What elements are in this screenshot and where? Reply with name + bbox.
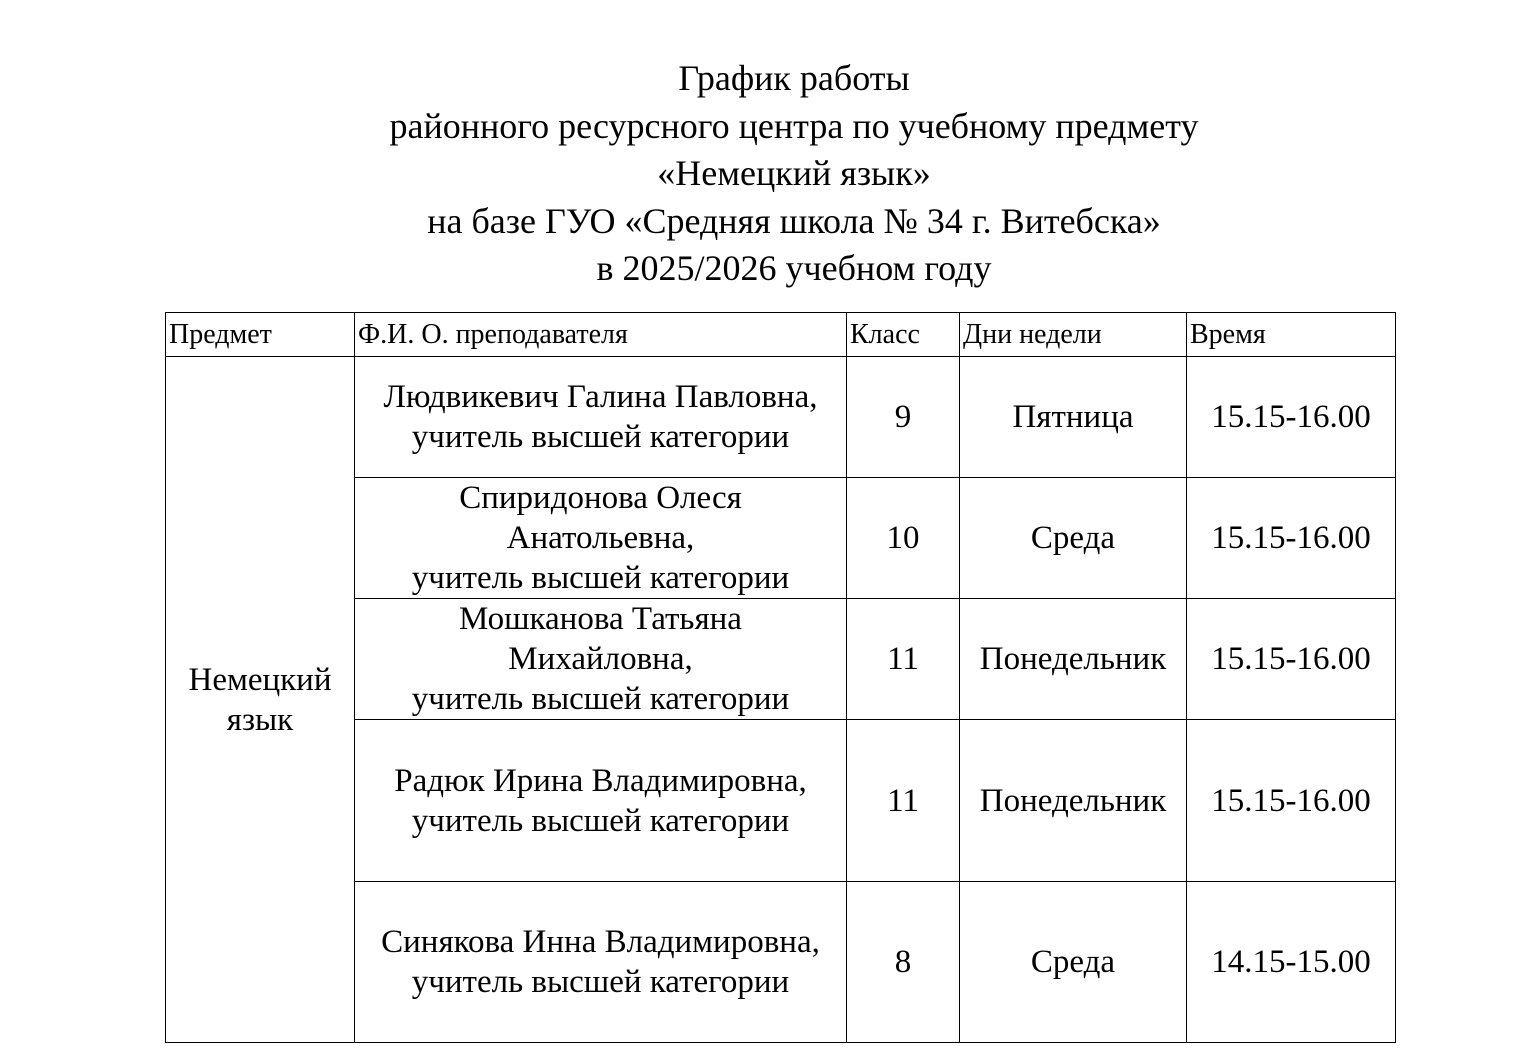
time-cell: 15.15-16.00 [1187,599,1396,720]
day-cell: Среда [960,478,1187,599]
header-time: Время [1187,313,1396,357]
teacher-name-line: учитель высшей категории [411,964,790,1000]
day-cell: Понедельник [960,720,1187,882]
day-cell: Понедельник [960,599,1187,720]
title-line-4: на базе ГУО «Средняя школа № 34 г. Витебска» [427,200,1161,241]
title-line-1: График работы [678,58,910,98]
teacher-cell [355,599,847,720]
teacher-name-line: Анатольевна, [506,520,695,556]
teacher-name-line: Людвикевич Галина Павловна, [383,379,818,415]
subject-cell [166,357,355,1043]
teacher-name-line: Спиридонова Олеся [459,480,742,516]
header-class: Класс [847,313,960,357]
teacher-cell [355,357,847,478]
title-line-5: в 2025/2026 учебном году [596,248,992,288]
header-days: Дни недели [960,313,1187,357]
time-cell: 15.15-16.00 [1187,478,1396,599]
subject-line: язык [226,701,294,738]
teacher-name-line: учитель высшей категории [411,802,790,839]
title-line-2: районного ресурсного центра по учебному предмету [389,105,1199,146]
time-cell: 15.15-16.00 [1187,357,1396,478]
teacher-name-line: учитель высшей категории [411,560,790,596]
table-header-row [166,313,1396,357]
schedule-table [165,312,1396,1043]
header-subject: Предмет [166,313,355,357]
class-cell: 11 [847,599,960,720]
teacher-cell [355,882,847,1043]
subject-line: Немецкий [188,661,332,698]
teacher-name-line: Михайловна, [508,641,693,677]
document-title [0,55,1529,293]
day-cell: Пятница [960,357,1187,478]
time-cell: 15.15-16.00 [1187,720,1396,882]
title-line-3: «Немецкий язык» [657,153,931,193]
class-cell: 10 [847,478,960,599]
teacher-name-line: Синякова Инна Владимировна, [381,924,820,960]
teacher-cell [355,478,847,599]
teacher-name-line: Мошканова Татьяна [459,601,742,637]
teacher-name-line: учитель высшей категории [411,681,790,717]
class-cell: 8 [847,882,960,1043]
teacher-name-line: Радюк Ирина Владимировна, [394,762,807,799]
teacher-name-line: учитель высшей категории [411,419,790,455]
table-row [166,357,1396,478]
teacher-cell [355,720,847,882]
day-cell: Среда [960,882,1187,1043]
time-cell: 14.15-15.00 [1187,882,1396,1043]
class-cell: 11 [847,720,960,882]
class-cell: 9 [847,357,960,478]
header-teacher: Ф.И. О. преподавателя [355,313,847,357]
